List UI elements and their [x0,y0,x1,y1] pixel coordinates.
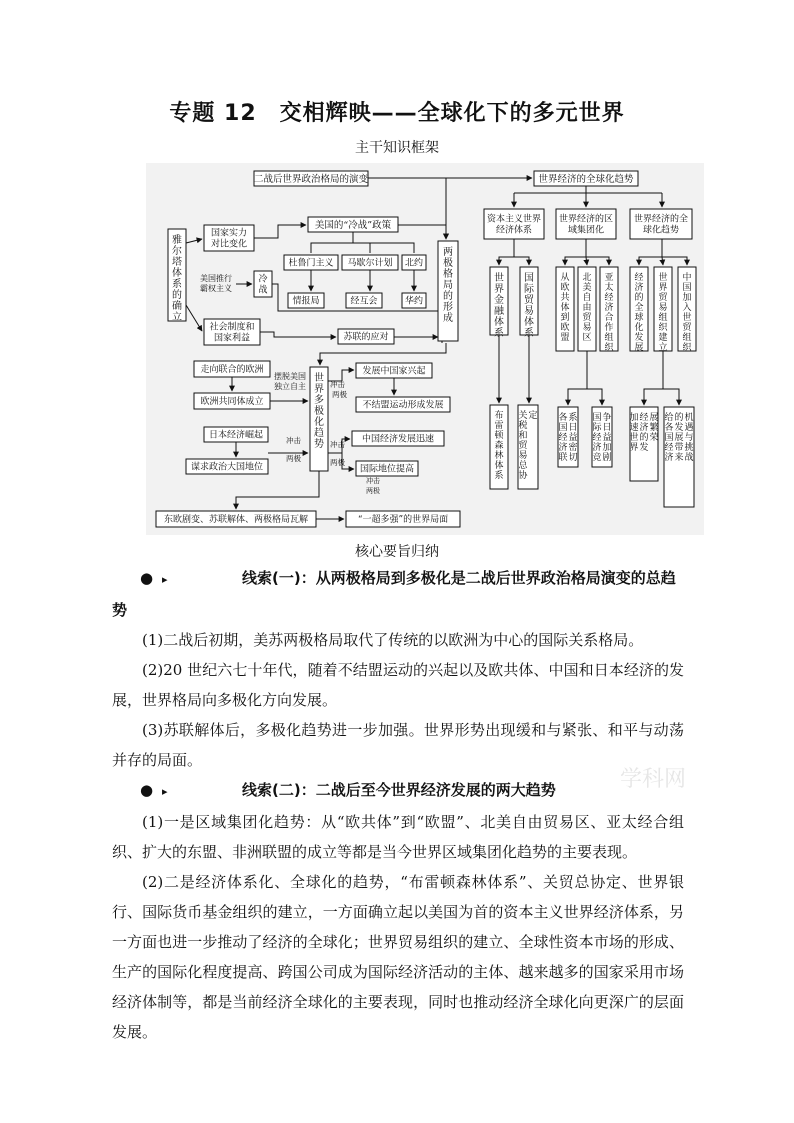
svg-text:对比变化: 对比变化 [210,239,248,250]
svg-text:经: 经 [664,443,674,453]
svg-text:世: 世 [494,273,504,284]
label-impact1: 冲击 [330,380,345,389]
svg-text:经: 经 [592,433,602,443]
node-nafta [578,267,596,351]
svg-text:易: 易 [518,451,528,461]
node-wto [654,267,672,353]
svg-text:体: 体 [494,317,504,328]
svg-text:展: 展 [634,343,644,353]
node-yalta [168,229,186,323]
svg-text:益: 益 [602,433,612,443]
node-comecon [346,293,382,308]
svg-text:展: 展 [649,413,659,423]
svg-text:谋求政治大国地位: 谋求政治大国地位 [190,462,264,473]
node-trade [520,267,538,339]
svg-text:国: 国 [524,273,534,284]
svg-text:亚: 亚 [604,273,614,283]
svg-text:立: 立 [658,343,668,353]
node-ec_founded [194,393,270,409]
clue-two-heading [112,775,684,807]
label-break_free: 摆脱美国 [274,372,306,381]
svg-text:“一超多强”的世界局面: “一超多强”的世界局面 [357,515,449,526]
svg-text:经: 经 [639,413,649,423]
node-marshall [342,255,398,270]
svg-text:局: 局 [443,280,453,291]
svg-text:北: 北 [582,273,592,283]
node-globalization [630,209,692,239]
svg-text:界: 界 [494,284,504,295]
svg-text:济: 济 [634,283,644,293]
svg-text:冷: 冷 [258,274,268,285]
svg-text:界: 界 [314,384,324,395]
svg-text:势: 势 [314,439,324,450]
svg-text:全: 全 [634,303,644,313]
svg-text:的: 的 [172,290,182,301]
node-japan_power [186,459,268,474]
svg-text:加: 加 [629,413,639,423]
svg-text:的: 的 [443,291,453,302]
svg-text:苏联的应对: 苏联的应对 [343,332,389,343]
svg-text:的: 的 [634,293,644,303]
node-one_super [346,511,460,527]
svg-text:国: 国 [592,413,602,423]
svg-text:易: 易 [658,303,668,313]
svg-text:济: 济 [639,423,649,433]
svg-text:给: 给 [664,413,674,423]
node-third_world [356,363,432,378]
svg-text:塔: 塔 [172,257,182,268]
svg-text:形: 形 [443,302,453,313]
node-multipolar [310,367,328,471]
svg-text:机: 机 [684,413,694,423]
svg-text:经互会: 经互会 [350,296,378,307]
svg-text:国: 国 [682,283,692,293]
svg-text:遇: 遇 [684,423,694,433]
node-coldwar [254,271,272,297]
clue-two-text: 线索(二)：二战后至今世界经济发展的两大趋势 [242,781,556,799]
node-collapse [156,511,316,527]
node-social_system [204,319,260,345]
svg-text:济: 济 [558,443,568,453]
label-bipolar2: 两极 [286,454,301,463]
svg-text:太: 太 [604,283,614,293]
svg-text:发: 发 [674,423,684,433]
svg-text:易: 易 [582,323,592,333]
svg-text:织: 织 [604,343,614,353]
node-apec [600,267,618,353]
node-japan [204,427,268,442]
svg-text:织: 织 [682,343,692,353]
svg-text:立: 立 [172,312,182,323]
svg-text:组: 组 [658,313,668,323]
svg-text:协: 协 [518,471,528,481]
node-china_wto [678,267,696,353]
svg-text:世界经济的全: 世界经济的全 [633,214,689,225]
svg-text:两: 两 [443,247,453,258]
svg-text:体: 体 [560,303,570,313]
node-us_policy [308,217,398,232]
svg-text:挑: 挑 [684,443,694,453]
node-world_econ [534,171,638,186]
svg-text:贸: 贸 [518,441,528,451]
svg-text:定: 定 [528,411,538,421]
svg-text:系: 系 [172,279,182,290]
svg-text:国: 国 [664,433,674,443]
svg-text:与: 与 [684,433,694,443]
svg-text:济: 济 [592,443,602,453]
svg-text:来: 来 [674,453,684,463]
svg-text:益: 益 [568,433,578,443]
svg-text:趋: 趋 [314,428,324,439]
svg-text:联: 联 [558,453,568,463]
svg-text:税: 税 [518,421,528,431]
svg-text:界: 界 [658,283,668,293]
node-power_change [204,225,254,251]
svg-text:森: 森 [494,441,504,451]
watermark: 学科网 [620,767,687,792]
svg-text:多: 多 [314,395,324,406]
label-bipolar4: 两极 [366,487,380,495]
svg-text:际: 际 [592,423,602,433]
label-impact4: 冲击 [366,477,380,485]
svg-text:的: 的 [674,413,684,423]
svg-text:融: 融 [494,306,504,317]
framework-heading: 主干知识框架 [355,140,439,156]
svg-text:组: 组 [604,333,614,343]
svg-text:体: 体 [172,268,182,279]
svg-text:东欧剧变、苏联解体、两极格局瓦解: 东欧剧变、苏联解体、两极格局瓦解 [163,515,309,526]
svg-text:华约: 华约 [404,296,424,307]
svg-text:情报局: 情报局 [292,296,320,307]
svg-text:和: 和 [518,431,528,441]
svg-text:体: 体 [494,461,504,471]
node-europe_union [194,361,270,377]
svg-text:走向联合的欧洲: 走向联合的欧洲 [200,365,264,376]
svg-text:入: 入 [682,303,692,313]
node-opportunity [664,407,694,507]
node-china_econ [352,431,444,446]
svg-text:系: 系 [494,471,504,481]
label-bipolar3: 两极 [330,458,345,467]
svg-text:体: 体 [524,317,534,328]
svg-text:加: 加 [682,293,692,303]
svg-text:从: 从 [560,273,570,283]
label-break_free: 独立自主 [274,382,306,391]
summary-section [112,563,687,1047]
bullet-icon: ● [140,569,154,587]
svg-text:展: 展 [674,433,684,443]
svg-text:界: 界 [629,443,639,453]
svg-text:二战后世界政治格局的演变: 二战后世界政治格局的演变 [253,173,369,185]
svg-text:织: 织 [658,323,668,333]
svg-text:杜鲁门主义: 杜鲁门主义 [288,258,334,269]
svg-text:世界经济的全球化趋势: 世界经济的全球化趋势 [538,173,634,185]
svg-text:尔: 尔 [172,246,182,257]
svg-text:济: 济 [604,303,614,313]
node-eu [556,267,574,351]
node-finance [490,267,508,339]
svg-text:易: 易 [524,306,534,317]
node-soviet_response [338,329,394,344]
knowledge-framework-diagram [146,163,704,535]
svg-text:贸: 贸 [682,323,692,333]
node-accelerate [629,407,658,481]
svg-text:日: 日 [568,423,578,433]
arrow-icon: ▸ [162,785,168,798]
svg-text:区: 区 [582,333,592,343]
svg-text:极: 极 [314,406,324,417]
svg-text:作: 作 [604,323,614,333]
svg-text:总: 总 [518,461,528,471]
svg-text:争: 争 [602,413,612,423]
svg-text:各: 各 [558,413,568,423]
svg-text:极: 极 [443,258,453,269]
node-nam [356,397,450,412]
svg-text:资本主义世界: 资本主义世界 [486,214,542,225]
svg-text:域集团化: 域集团化 [567,225,605,236]
svg-text:加: 加 [602,443,612,453]
svg-text:经济体系: 经济体系 [495,225,533,236]
node-bretton [490,405,508,489]
svg-text:布: 布 [494,411,504,421]
clue-one-text: 线索(一)：从两极格局到多极化是二战后世界政治格局演变的总趋势 [112,569,676,619]
svg-text:成: 成 [443,313,453,324]
clue-one-point: (1)二战后初期，美苏两极格局取代了传统的以欧洲为中心的国际关系格局。 [142,631,644,649]
label-bipolar1: 两极 [332,390,347,399]
svg-text:切: 切 [568,453,578,463]
svg-text:战: 战 [684,453,694,463]
svg-text:不结盟运动形成发展: 不结盟运动形成发展 [362,400,444,411]
svg-text:北约: 北约 [404,258,424,269]
svg-text:竞: 竞 [592,453,602,463]
node-warsaw [402,293,426,308]
svg-text:欧: 欧 [560,283,570,293]
svg-text:盟: 盟 [560,333,570,343]
svg-text:由: 由 [582,303,592,313]
svg-text:繁: 繁 [649,423,659,433]
svg-text:欧洲共同体成立: 欧洲共同体成立 [200,397,264,408]
node-truman [284,255,338,270]
node-china_status [356,461,418,476]
svg-text:到: 到 [560,313,570,323]
svg-text:林: 林 [494,451,504,461]
svg-text:自: 自 [582,293,592,303]
svg-text:际: 际 [524,284,534,295]
svg-text:国际地位提高: 国际地位提高 [359,464,415,475]
clue-one-point: (2)20 世纪六七十年代，随着不结盟运动的兴起以及欧共体、中国和日本经济的发展，世界格局向多极化方向发展。 [112,661,684,709]
svg-text:济: 济 [664,453,674,463]
svg-text:发展中国家兴起: 发展中国家兴起 [362,366,426,377]
svg-text:国家实力: 国家实力 [210,228,248,239]
svg-text:球: 球 [634,313,644,323]
svg-text:确: 确 [172,301,182,312]
svg-text:雷: 雷 [494,421,504,431]
svg-text:荣: 荣 [649,433,659,443]
svg-text:中: 中 [682,273,692,283]
svg-text:日: 日 [602,423,612,433]
svg-text:共: 共 [560,293,570,303]
svg-text:发: 发 [634,333,644,343]
svg-text:发: 发 [639,443,649,453]
svg-text:贸: 贸 [524,295,534,306]
node-bipolar [438,241,458,341]
svg-text:组: 组 [682,333,692,343]
svg-text:系: 系 [494,328,504,339]
arrow-icon: ▸ [162,573,168,586]
svg-text:马歇尔计划: 马歇尔计划 [347,258,393,269]
summary-heading: 核心要旨归纳 [355,544,439,560]
svg-text:贸: 贸 [658,293,668,303]
node-competition [592,407,612,467]
label-us_pushes: 美国推行 [200,274,232,283]
svg-text:国家利益: 国家利益 [213,333,251,344]
node-capitalist_system [484,209,544,239]
svg-text:的: 的 [639,433,649,443]
clue-one-point: (3)苏联解体后，多极化趋势进一步加强。世界形势出现缓和与紧张、和平与动荡并存的局面。 [112,721,684,769]
svg-text:系: 系 [524,328,534,339]
svg-text:带: 带 [674,443,684,453]
svg-text:贸: 贸 [582,313,592,323]
svg-text:剧: 剧 [602,453,612,463]
node-regional [556,209,616,239]
svg-text:化: 化 [314,417,324,428]
svg-text:格: 格 [443,269,453,280]
bullet-icon: ● [140,781,154,799]
svg-text:日本经济崛起: 日本经济崛起 [208,430,264,441]
node-regional_econ [558,407,578,467]
node-eco_glob [630,267,648,353]
svg-text:经: 经 [558,433,568,443]
clue-two-point: (2)二是经济体系化、全球化的趋势，“布雷顿森林体系”、关贸总协定、世界银行、国际货币基金组织的建立，一方面确立起以美国为首的资本主义世界经济体系，另一方面也进一步推动了经济的全球化；世界贸易组织的建立、全球性资本市场的形成、生产的国际化程度提高、跨国公司成为国际经济活动的主体、越来越多的国家采用市场经济体制等，都是当前经济全球化的主要表现，同时也推动经济全球化向更深广的层面发展。 [112,873,684,1041]
svg-text:雅: 雅 [172,235,182,246]
svg-text:战: 战 [258,285,268,296]
node-nato [402,255,426,270]
svg-text:密: 密 [568,443,578,453]
svg-text:世: 世 [658,273,668,283]
svg-text:金: 金 [494,295,504,306]
svg-text:速: 速 [629,423,639,433]
svg-text:顿: 顿 [494,431,504,441]
svg-text:合: 合 [604,313,614,323]
label-us_pushes: 霸权主义 [200,284,232,293]
svg-text:世: 世 [682,313,692,323]
svg-text:各: 各 [664,423,674,433]
svg-text:美: 美 [582,283,592,293]
node-postwar_politics [254,171,369,186]
svg-text:球化趋势: 球化趋势 [642,225,680,236]
svg-text:美国的“冷战”政策: 美国的“冷战”政策 [314,219,392,231]
svg-text:国: 国 [558,423,568,433]
svg-text:社会制度和: 社会制度和 [209,322,255,333]
svg-text:经: 经 [634,273,644,283]
clue-one-heading [112,563,684,625]
node-cominform [288,293,324,308]
clue-two-point: (1)一是区域集团化趋势：从“欧共体”到“欧盟”、北美自由贸易区、亚太经合组织、扩大的东盟、非洲联盟的成立等都是当今世界区域集团化趋势的主要表现。 [112,813,684,861]
page-title: 专题 12 交相辉映——全球化下的多元世界 [169,101,625,126]
svg-text:化: 化 [634,323,644,333]
label-impact2: 冲击 [286,436,301,445]
svg-text:建: 建 [658,333,668,343]
svg-text:世: 世 [314,373,324,384]
svg-text:系: 系 [568,413,578,423]
svg-text:关: 关 [518,411,528,421]
node-gatt [518,405,538,489]
svg-text:中国经济发展迅速: 中国经济发展迅速 [361,434,435,445]
svg-text:世界经济的区: 世界经济的区 [558,214,614,225]
svg-text:经: 经 [604,293,614,303]
label-impact3: 冲击 [330,440,345,449]
svg-text:世: 世 [629,433,639,443]
svg-text:欧: 欧 [560,323,570,333]
